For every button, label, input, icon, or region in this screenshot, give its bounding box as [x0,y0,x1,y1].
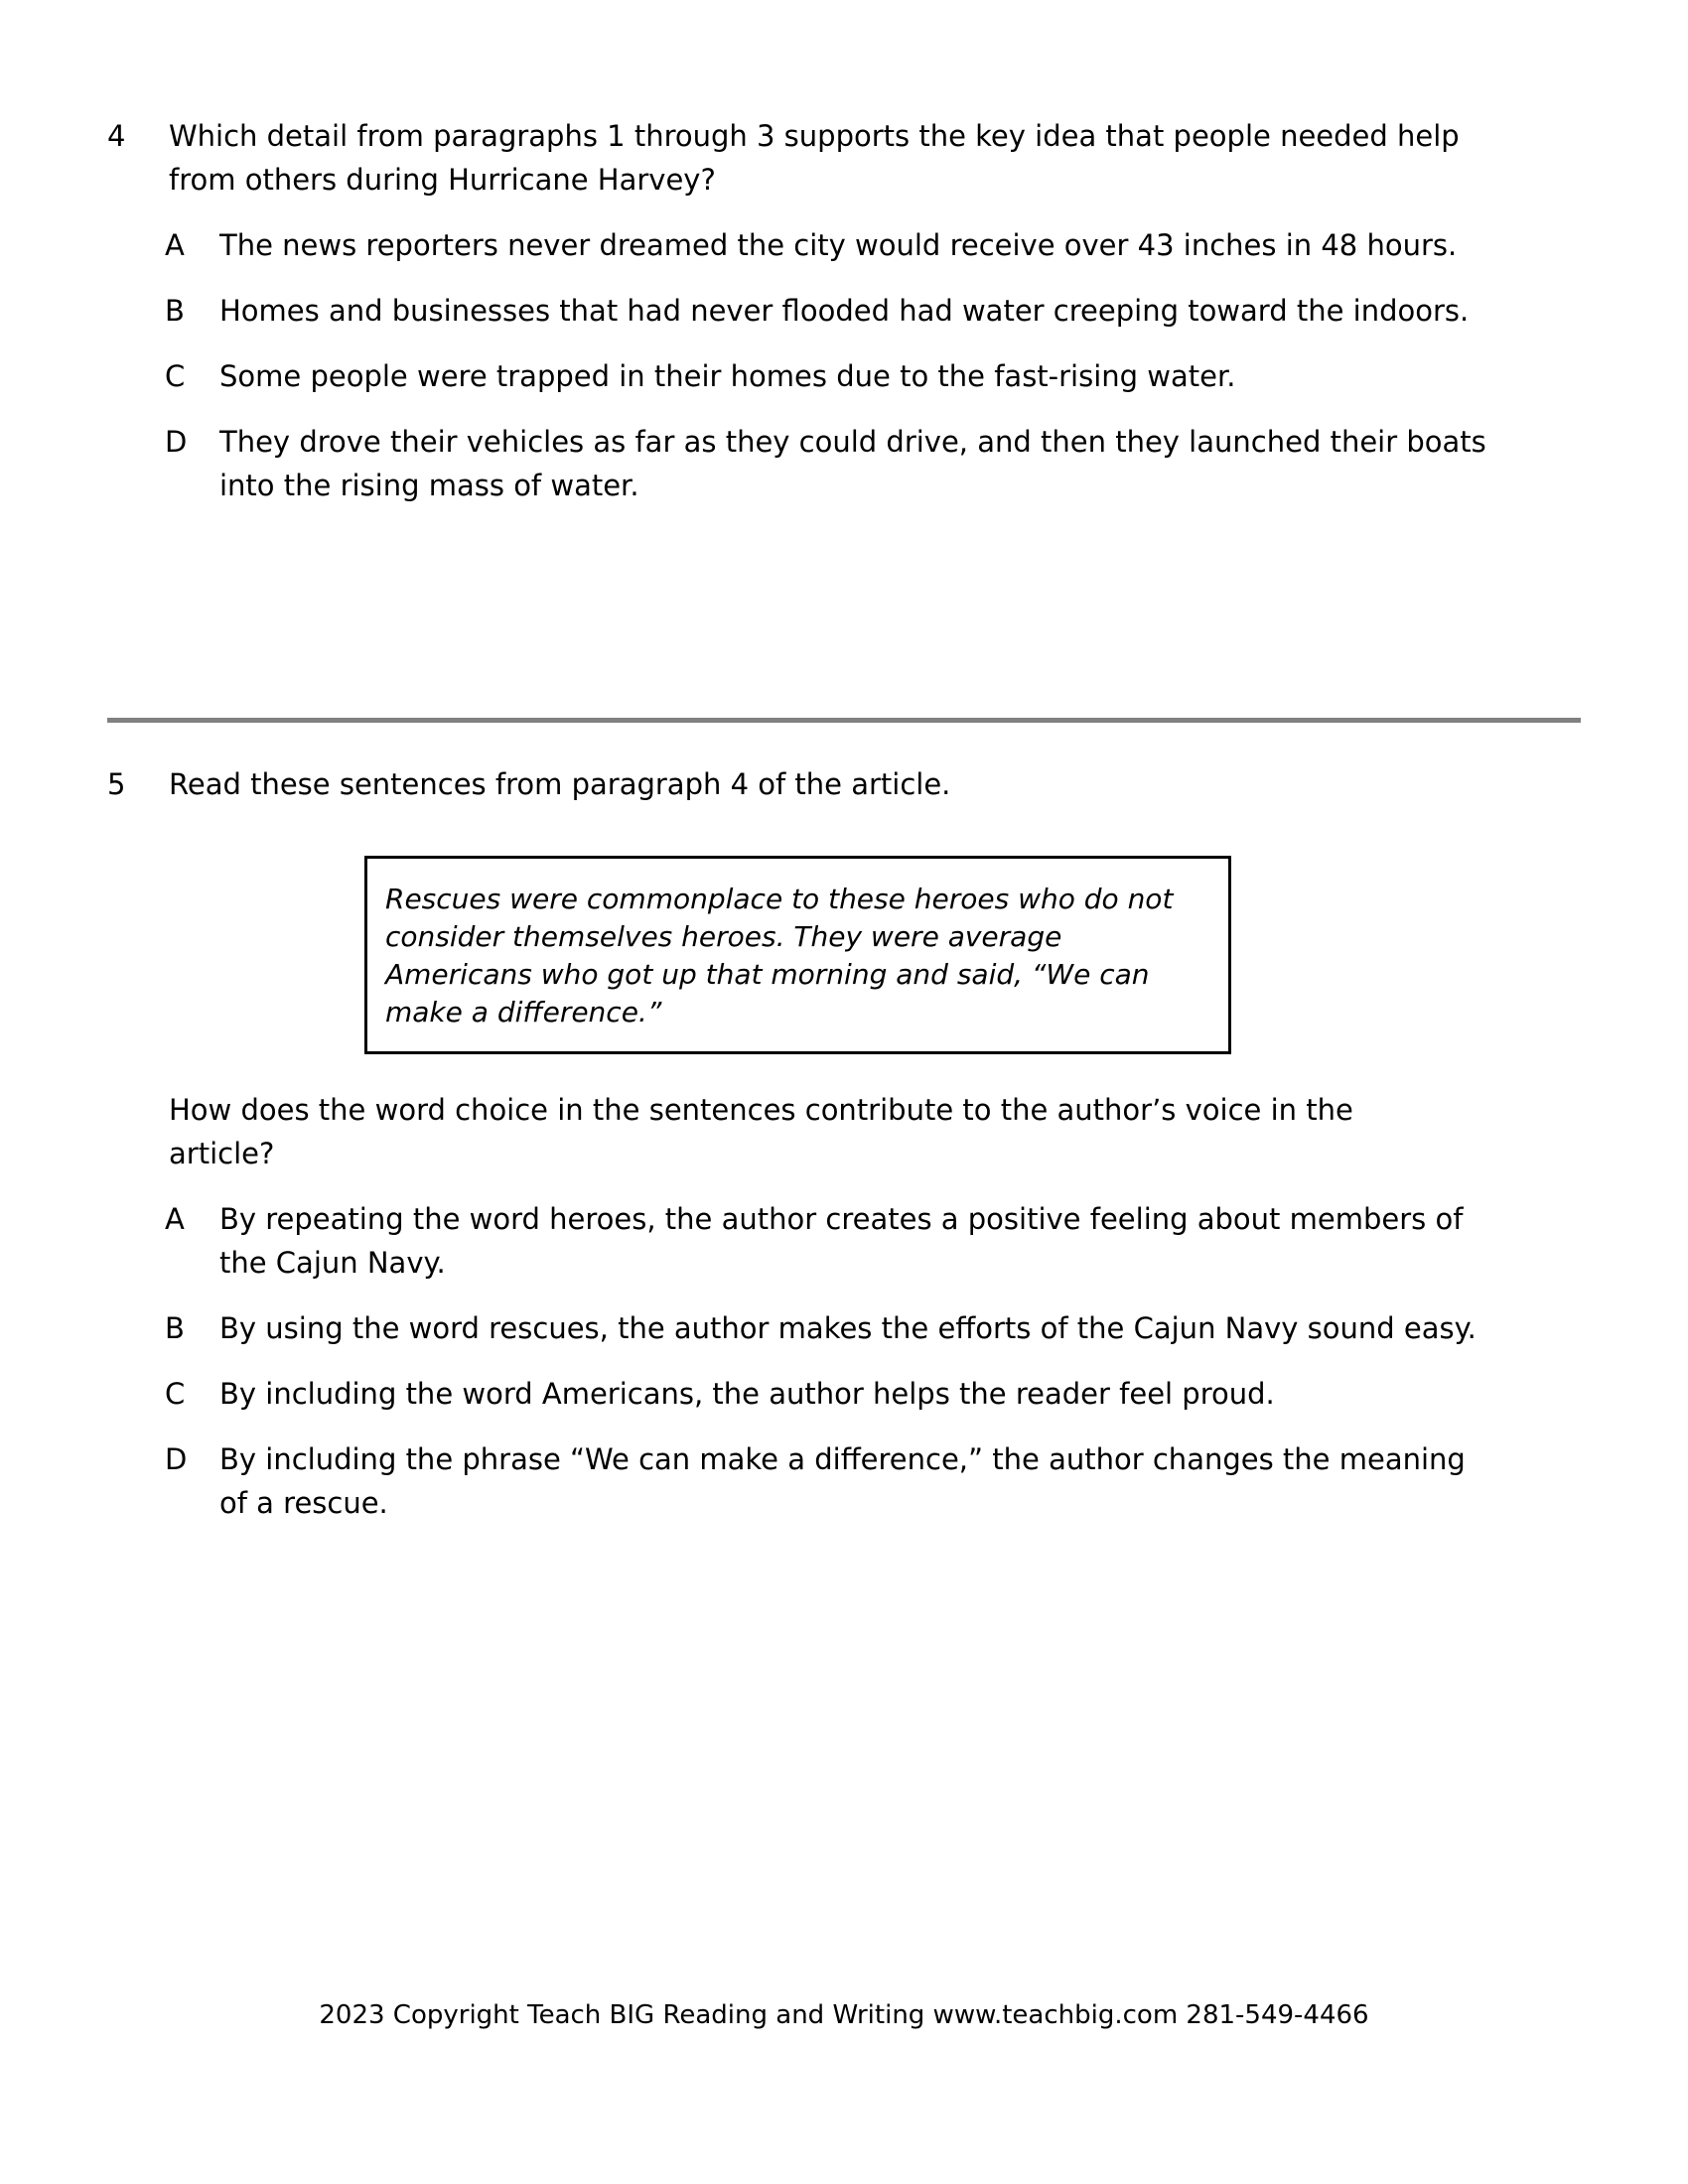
question-4-option-c[interactable] [107,354,1581,398]
question-4-stem-row [107,114,1581,202]
option-letter: D [165,1442,188,1476]
question-5-prompt-text: How does the word choice in the sentences contribute to the author’s voice in the article? [169,1093,1353,1170]
question-4-block [107,114,1581,507]
option-letter: A [165,228,185,262]
question-5-option-b[interactable] [107,1306,1581,1350]
question-5-stem-row [107,762,1581,806]
question-4-stem-text: Which detail from paragraphs 1 through 3 supports the key idea that people needed help from others during Hurricane Harvey? [169,119,1460,197]
option-letter: A [165,1202,185,1236]
option-text: By including the word Americans, the author helps the reader feel proud. [219,1377,1275,1411]
question-5-options [107,1197,1581,1525]
question-4-option-a[interactable] [107,223,1581,267]
question-5-number: 5 [107,767,126,801]
option-letter: B [165,294,185,328]
question-4-number: 4 [107,119,126,153]
question-5-block [107,762,1581,806]
option-letter: D [165,425,188,459]
option-text: They drove their vehicles as far as they could drive, and then they launched their boats into the rising mass of water. [219,425,1486,502]
question-5-stem-text: Read these sentences from paragraph 4 of the article. [169,767,951,801]
question-5-prompt-block [107,1088,1581,1525]
section-divider [107,718,1581,723]
question-5-option-a[interactable] [107,1197,1581,1285]
option-letter: C [165,359,186,393]
option-letter: B [165,1311,185,1345]
quoted-passage-text: Rescues were commonplace to these heroes who do not consider themselves heroes. They were average Americans who got up that morning and said, “We can make a difference.” [385,883,1174,1028]
option-text: By using the word rescues, the author makes the efforts of the Cajun Navy sound easy. [219,1311,1477,1345]
question-5-option-d[interactable] [107,1437,1581,1525]
option-text: Some people were trapped in their homes due to the fast-rising water. [219,359,1236,393]
option-text: Homes and businesses that had never flooded had water creeping toward the indoors. [219,294,1470,328]
question-5-prompt-row [107,1088,1581,1175]
option-letter: C [165,1377,186,1411]
question-4-option-d[interactable] [107,420,1581,507]
question-4-option-b[interactable] [107,289,1581,333]
question-4-options [107,223,1581,507]
option-text: The news reporters never dreamed the city would receive over 43 inches in 48 hours. [219,228,1458,262]
option-text: By repeating the word heroes, the author creates a positive feeling about members of the Cajun Navy. [219,1202,1464,1280]
question-5-option-c[interactable] [107,1372,1581,1416]
option-text: By including the phrase “We can make a difference,” the author changes the meaning of a rescue. [219,1442,1466,1520]
page-footer-copyright: 2023 Copyright Teach BIG Reading and Writing www.teachbig.com 281-549-4466 [319,2000,1369,2030]
quoted-passage-box [364,856,1231,1054]
